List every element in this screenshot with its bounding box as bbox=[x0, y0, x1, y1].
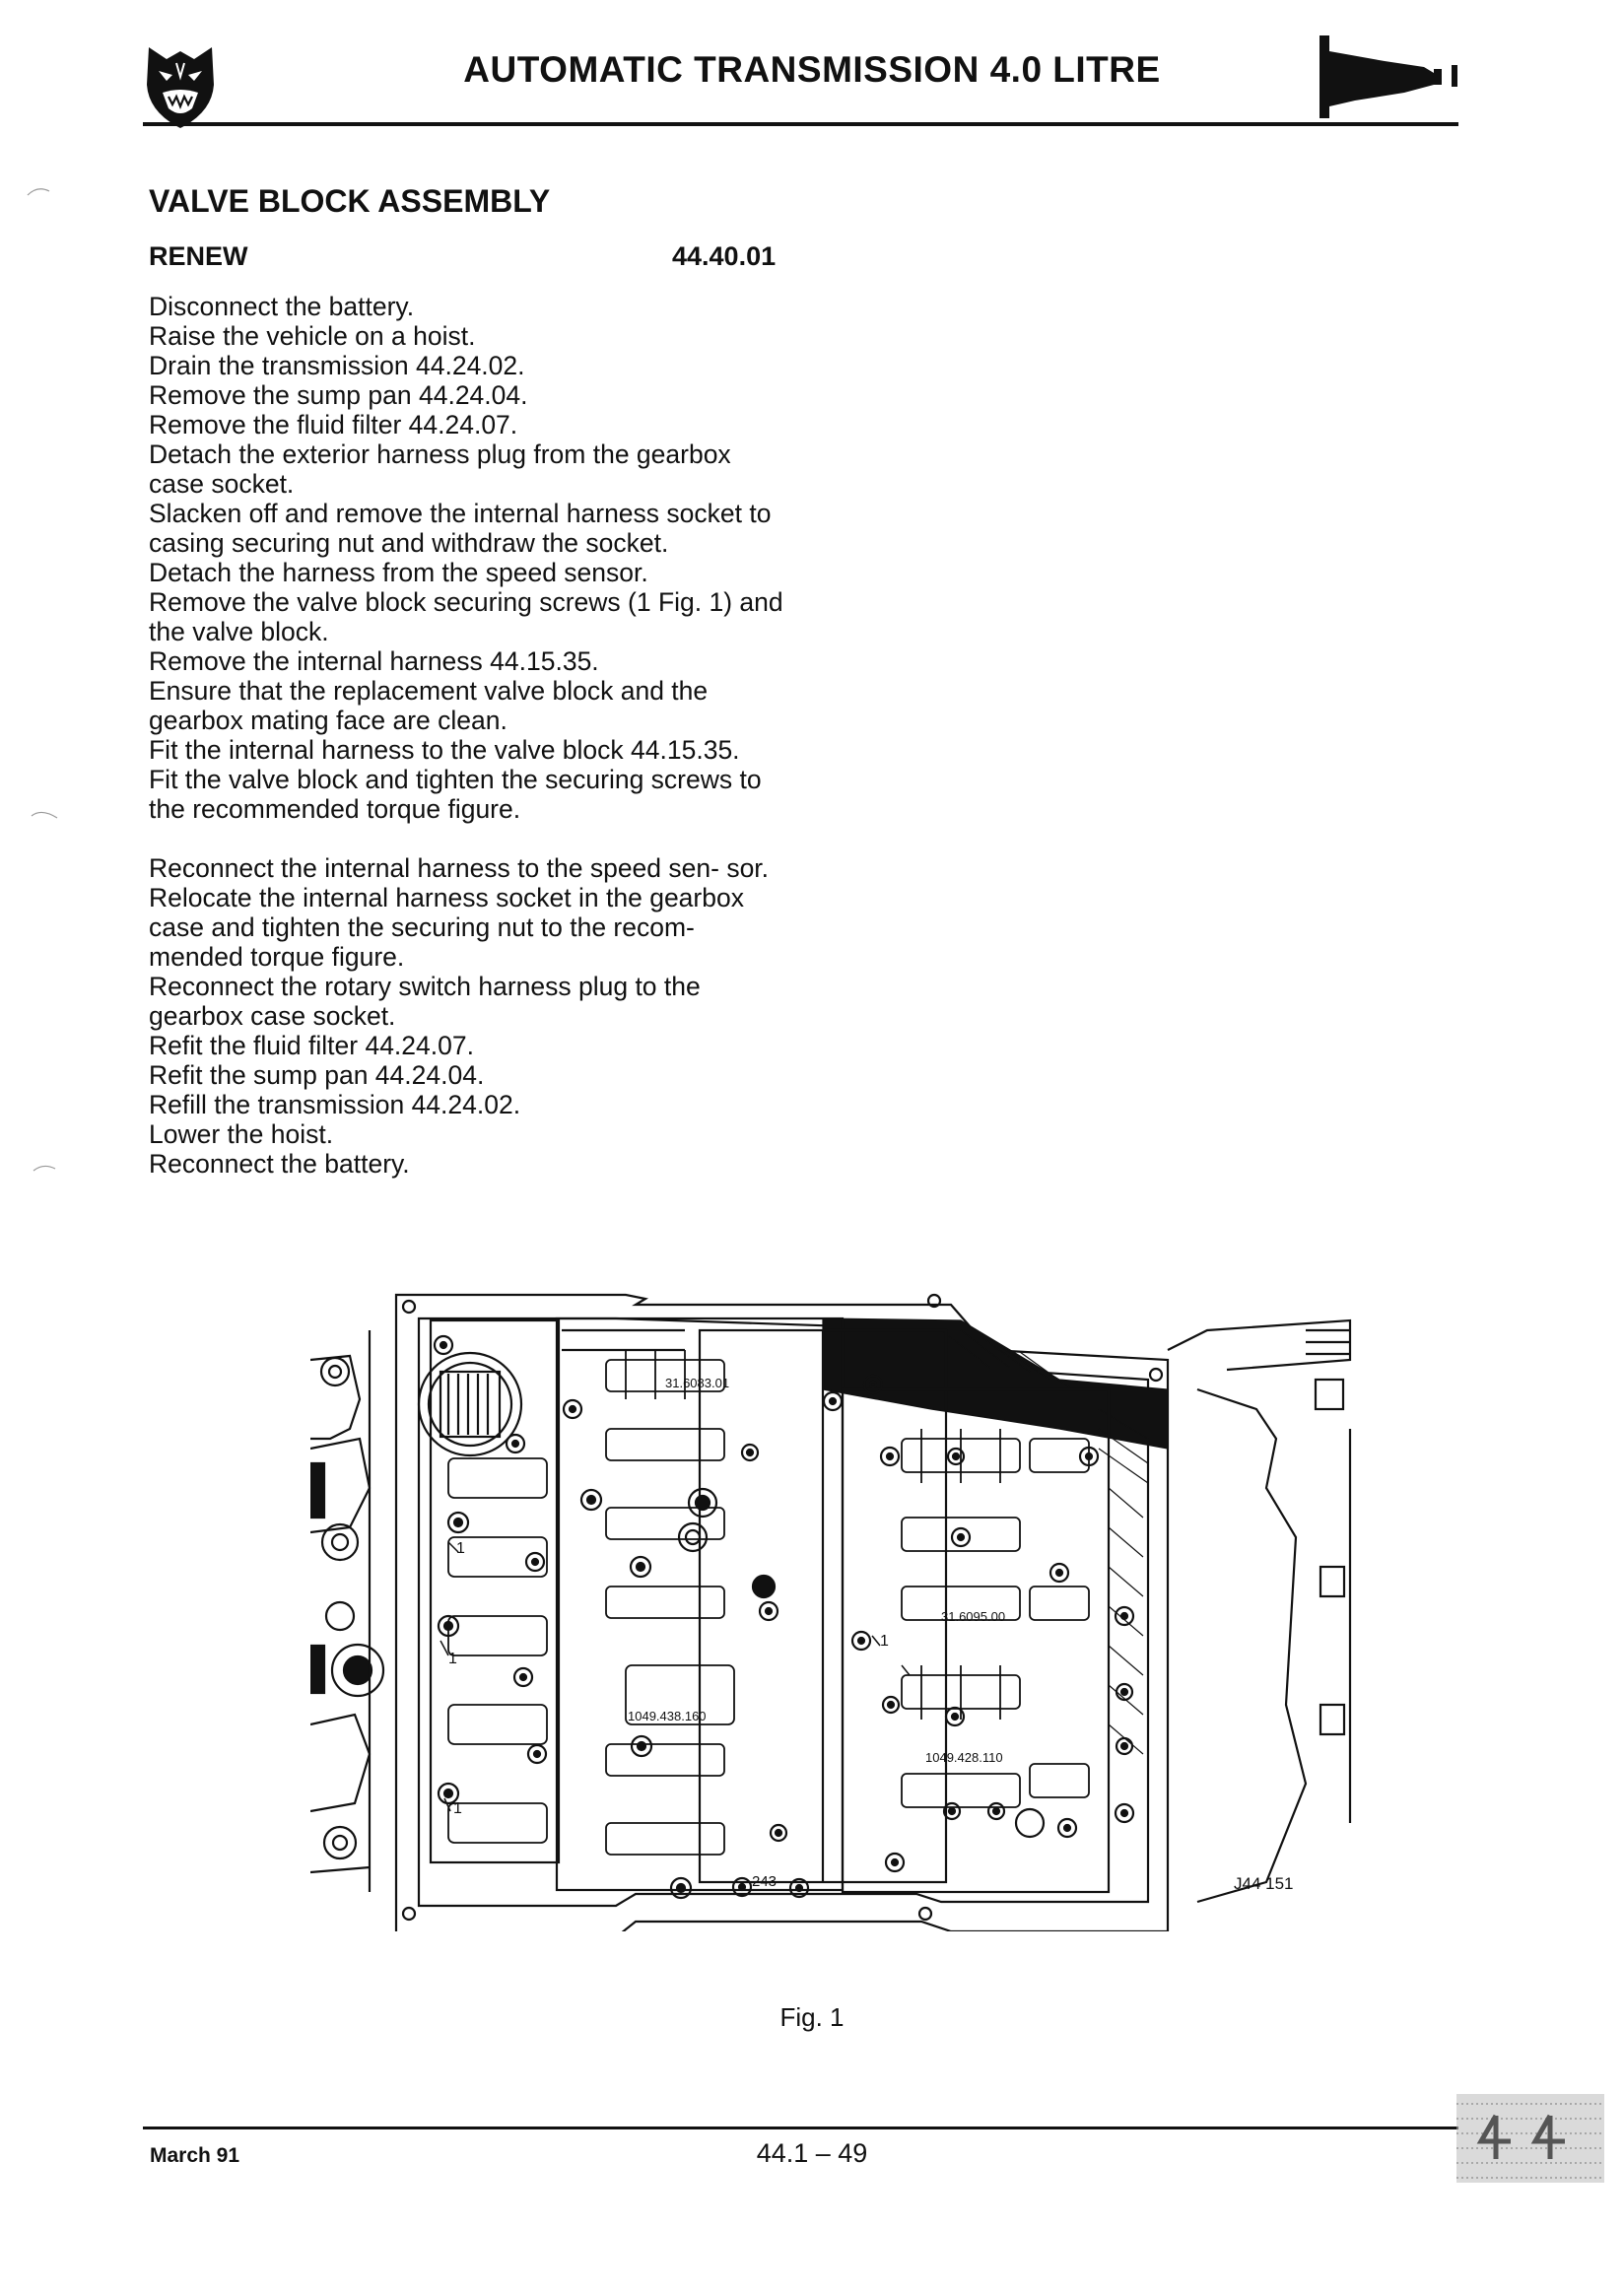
section-title: VALVE BLOCK ASSEMBLY bbox=[149, 183, 551, 219]
instruction-step: Detach the exterior harness plug from the gearbox case socket. bbox=[149, 439, 731, 499]
instruction-step: Ensure that the replacement valve block and the gearbox mating face are clean. bbox=[149, 676, 709, 735]
instruction-step: Remove the valve block securing screws (1 Fig. 1) and the valve block. bbox=[149, 587, 783, 646]
part-number: 31.6095.00 bbox=[941, 1609, 1006, 1624]
instruction-step: Reconnect the rotary switch harness plug to the gearbox case socket. bbox=[149, 972, 701, 1031]
part-number: 1049.428.110 bbox=[925, 1750, 1003, 1765]
figure-caption: Fig. 1 bbox=[779, 2002, 845, 2032]
instruction-step: Fit the valve block and tighten the securing screws to the recommended torque figure. bbox=[149, 765, 762, 824]
instruction-step: Detach the harness from the speed sensor. bbox=[149, 558, 648, 587]
operation-code: 44.40.01 bbox=[672, 241, 777, 271]
transmission-section-icon bbox=[1316, 30, 1463, 118]
instruction-paragraph bbox=[149, 853, 787, 1179]
page-number: 44.1 – 49 bbox=[756, 2138, 868, 2168]
footer-date: March 91 bbox=[150, 2144, 240, 2167]
gearbox-casing-right bbox=[1168, 1320, 1350, 1902]
callout-label: 1 bbox=[456, 1540, 465, 1557]
part-number: 1049.438.160 bbox=[628, 1709, 707, 1723]
instruction-step: Raise the vehicle on a hoist. bbox=[149, 321, 476, 351]
callout-label: 1 bbox=[880, 1633, 889, 1650]
filter-screen bbox=[419, 1353, 521, 1455]
scan-artifact bbox=[20, 177, 69, 1182]
instruction-step: Remove the internal harness 44.15.35. bbox=[149, 646, 599, 676]
callout-label: 1 bbox=[453, 1800, 462, 1817]
instruction-step: Refill the transmission 44.24.02. bbox=[149, 1090, 521, 1119]
instruction-step: Refit the sump pan 44.24.04. bbox=[149, 1060, 485, 1090]
instruction-step: Slacken off and remove the internal harness socket to casing securing nut and withdraw the socket. bbox=[149, 499, 772, 558]
callout-label: 1 bbox=[448, 1651, 457, 1667]
callout-leaders bbox=[440, 1542, 910, 1811]
instruction-step: Reconnect the battery. bbox=[149, 1149, 410, 1179]
page-title: AUTOMATIC TRANSMISSION 4.0 LITRE bbox=[463, 49, 1161, 90]
instruction-step: Drain the transmission 44.24.02. bbox=[149, 351, 525, 380]
instruction-step: Remove the fluid filter 44.24.07. bbox=[149, 410, 518, 439]
instruction-step: Remove the sump pan 44.24.04. bbox=[149, 380, 528, 410]
instruction-step: Fit the internal harness to the valve block 44.15.35. bbox=[149, 735, 740, 765]
figure-code: J44 151 bbox=[1234, 1874, 1294, 1893]
gearbox-casing-left bbox=[310, 1330, 383, 1892]
header-divider bbox=[143, 122, 1458, 126]
instruction-step: Refit the fluid filter 44.24.07. bbox=[149, 1031, 474, 1060]
instruction-paragraph bbox=[149, 292, 787, 824]
footer-divider bbox=[143, 2127, 1458, 2129]
stamped-number: 243 bbox=[752, 1873, 778, 1890]
instruction-step: Relocate the internal harness socket in the gearbox case and tighten the securing nut to the recom- mended torque figure. bbox=[149, 883, 744, 972]
valve-block-diagram bbox=[310, 1291, 1365, 1931]
operation-name: RENEW bbox=[149, 241, 248, 271]
instruction-step: Lower the hoist. bbox=[149, 1119, 334, 1149]
instruction-step: Disconnect the battery. bbox=[149, 292, 415, 321]
instruction-list bbox=[149, 292, 787, 1179]
part-number: 31.6083.01 bbox=[665, 1376, 730, 1390]
section-tab-stamp bbox=[1456, 2094, 1604, 2183]
instruction-step: Reconnect the internal harness to the speed sen- sor. bbox=[149, 853, 770, 883]
